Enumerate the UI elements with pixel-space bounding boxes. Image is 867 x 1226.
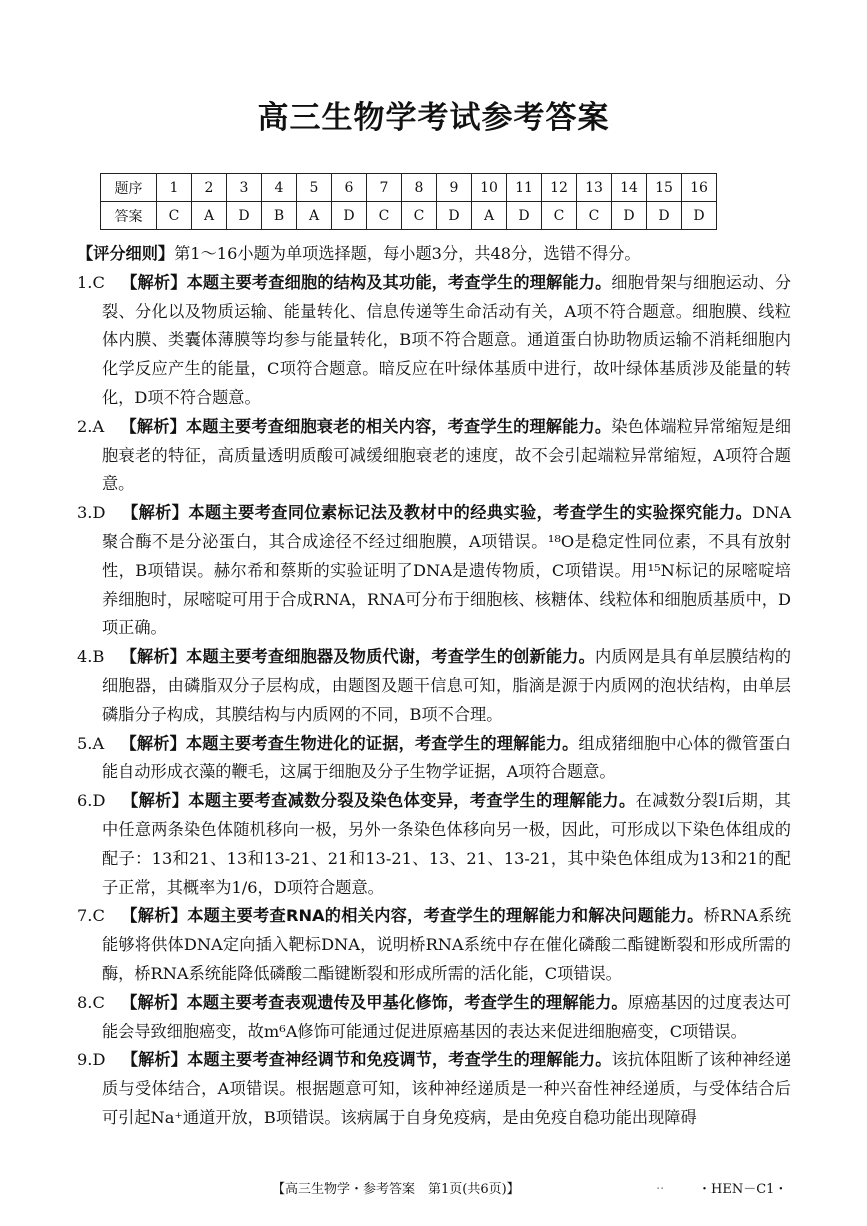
table-row-header: 题序	[101, 174, 157, 202]
question-number-cell: 5	[297, 174, 332, 202]
footer-mark: ..	[656, 1178, 665, 1193]
explanation-summary: 本题主要考查细胞衰老的相关内容，考查学生的理解能力。	[185, 416, 612, 436]
explanation-number: 3.D	[77, 503, 106, 523]
question-number-cell: 13	[577, 174, 612, 202]
explanation-item	[77, 1046, 791, 1132]
question-number-cell: 7	[367, 174, 402, 202]
answer-cell: C	[577, 202, 612, 230]
explanation-item	[77, 902, 791, 988]
question-number-cell: 8	[402, 174, 437, 202]
explanation-number: 1.C	[77, 272, 105, 292]
question-number-cell: 10	[472, 174, 507, 202]
explanation-text: 桥RNA系统能够将供体DNA定向插入靶标DNA，说明桥RNA系统中存在催化磷酸二酯键断裂和形成所需的酶，桥RNA系统能降低磷酸二酯键断裂和形成所需的活化能，C项错误。	[102, 906, 792, 983]
answer-cell: C	[367, 202, 402, 230]
question-number-cell: 1	[157, 174, 192, 202]
explanation-text: 染色体端粒异常缩短是细胞衰老的特征，高质量透明质酸可减缓细胞衰老的速度，故不会引起端粒异常缩短，A项符合题意。	[102, 416, 792, 494]
explanation-text: 内质网是具有单层膜结构的细胞器，由磷脂双分子层构成，由题图及题干信息可知，脂滴是源于内质网的泡状结构，由单层磷脂分子构成，其膜结构与内质网的不同，B项不合理。	[102, 647, 792, 724]
answer-cell: A	[297, 202, 332, 230]
answer-cell: D	[227, 202, 262, 230]
table-row	[101, 174, 717, 202]
answer-explanations	[77, 240, 791, 1133]
explanation-number: 4.B	[77, 647, 105, 667]
explanation-tag: 【解析】	[121, 1050, 188, 1070]
explanation-text: 在减数分裂Ⅰ后期，其中任意两条染色体随机移向一极，另外一条染色体移向另一极，因此，可形成以下染色体组成的配子：13和21、13和13-21、21和13-21、13、21、13-21，其中染色体组成为13和21的配子正常，其概率为1/6，D项符合题意。	[102, 791, 791, 897]
explanation-item	[77, 499, 791, 643]
answer-cell: D	[647, 202, 682, 230]
footer-code: ・HEN－C1・	[698, 1182, 788, 1197]
answer-cell: C	[402, 202, 437, 230]
explanation-summary: 本题主要考查生物进化的证据，考查学生的理解能力。	[185, 733, 579, 753]
answer-cell: D	[507, 202, 542, 230]
explanation-summary: 本题主要考查神经调节和免疫调节，考查学生的理解能力。	[187, 1050, 612, 1070]
explanation-item	[77, 643, 791, 729]
question-number-cell: 15	[647, 174, 682, 202]
explanation-text: 组成猪细胞中心体的微管蛋白能自动形成衣藻的鞭毛，这属于细胞及分子生物学证据，A项符合题意。	[102, 733, 792, 782]
question-number-cell: 12	[542, 174, 577, 202]
explanation-number: 2.A	[77, 416, 105, 436]
explanation-tag: 【解析】	[121, 272, 187, 292]
table-row	[101, 202, 717, 230]
answer-cell: A	[192, 202, 227, 230]
question-number-cell: 2	[192, 174, 227, 202]
explanation-summary: 本题主要考查细胞器及物质代谢，考查学生的创新能力。	[186, 647, 595, 667]
scoring-text: 第1～16小题为单项选择题，每小题3分，共48分，选错不得分。	[174, 244, 641, 263]
explanation-number: 5.A	[77, 733, 105, 753]
explanation-tag: 【解析】	[120, 733, 186, 753]
answer-cell: B	[262, 202, 297, 230]
footer-page-info: 【高三生物学・参考答案 第1页(共6页)】	[272, 1182, 520, 1197]
question-number-cell: 16	[682, 174, 717, 202]
explanation-list	[77, 269, 791, 1133]
explanation-item	[77, 730, 791, 788]
scoring-label: 【评分细则】	[77, 244, 175, 263]
question-number-cell: 3	[227, 174, 262, 202]
explanation-text: 原癌基因的过度表达可能会导致细胞癌变，故m⁶A修饰可能通过促进原癌基因的表达来促进细胞癌变，C项错误。	[102, 992, 792, 1041]
explanation-tag: 【解析】	[120, 416, 186, 436]
answer-cell: D	[682, 202, 717, 230]
scoring-rules	[77, 240, 791, 269]
explanation-summary: 本题主要考查细胞的结构及其功能，考查学生的理解能力。	[186, 272, 612, 292]
answer-cell: C	[542, 202, 577, 230]
explanation-tag: 【解析】	[121, 503, 189, 523]
explanation-tag: 【解析】	[121, 791, 189, 811]
explanation-text: DNA聚合酶不是分泌蛋白，其合成途径不经过细胞膜，A项错误。¹⁸O是稳定性同位素，不具有放射性，B项错误。赫尔希和蔡斯的实验证明了DNA是遗传物质，C项错误。用¹⁵N标记的尿嘧啶培养细胞时，尿嘧啶可用于合成RNA，RNA可分布于细胞核、核糖体、线粒体和细胞质基质中，D项正确。	[102, 503, 792, 638]
answer-cell: D	[437, 202, 472, 230]
explanation-summary: 本题主要考查表观遗传及甲基化修饰，考查学生的理解能力。	[186, 992, 628, 1012]
question-number-cell: 11	[507, 174, 542, 202]
explanation-item	[77, 413, 791, 499]
explanation-tag: 【解析】	[120, 647, 187, 667]
answer-cell: C	[157, 202, 192, 230]
explanation-number: 9.D	[77, 1050, 106, 1070]
explanation-item	[77, 989, 791, 1047]
explanation-text: 细胞骨架与细胞运动、分裂、分化以及物质运输、能量转化、信息传递等生命活动有关，A项不符合题意。细胞膜、线粒体内膜、类囊体薄膜等均参与能量转化，B项不符合题意。通道蛋白协助物质运输不消耗细胞内化学反应产生的能量，C项符合题意。暗反应在叶绿体基质中进行，故叶绿体基质涉及能量的转化，D项不符合题意。	[102, 272, 792, 407]
page-title: 高三生物学考试参考答案	[257, 100, 610, 136]
explanation-summary: 本题主要考查RNA的相关内容，考查学生的理解能力和解决问题能力。	[187, 906, 704, 926]
table-row-header: 答案	[101, 202, 157, 230]
explanation-number: 7.C	[77, 906, 105, 926]
answer-table	[100, 173, 717, 230]
explanation-tag: 【解析】	[121, 906, 188, 926]
question-number-cell: 6	[332, 174, 367, 202]
answer-cell: A	[472, 202, 507, 230]
explanation-number: 8.C	[77, 992, 105, 1012]
explanation-tag: 【解析】	[121, 992, 187, 1012]
explanation-item	[77, 269, 791, 413]
question-number-cell: 9	[437, 174, 472, 202]
answer-cell: D	[612, 202, 647, 230]
explanation-text: 该抗体阻断了该种神经递质与受体结合，A项错误。根据题意可知，该种神经递质是一种兴奋性神经递质，与受体结合后可引起Na⁺通道开放，B项错误。该病属于自身免疫病，是由免疫自稳功能出现障碍	[102, 1050, 792, 1127]
explanation-number: 6.D	[77, 791, 106, 811]
question-number-cell: 14	[612, 174, 647, 202]
explanation-summary: 本题主要考查同位素标记法及教材中的经典实验，考查学生的实验探究能力。	[188, 503, 753, 523]
question-number-cell: 4	[262, 174, 297, 202]
explanation-item	[77, 787, 791, 902]
explanation-summary: 本题主要考查减数分裂及染色体变异，考查学生的理解能力。	[188, 791, 636, 811]
answer-cell: D	[332, 202, 367, 230]
